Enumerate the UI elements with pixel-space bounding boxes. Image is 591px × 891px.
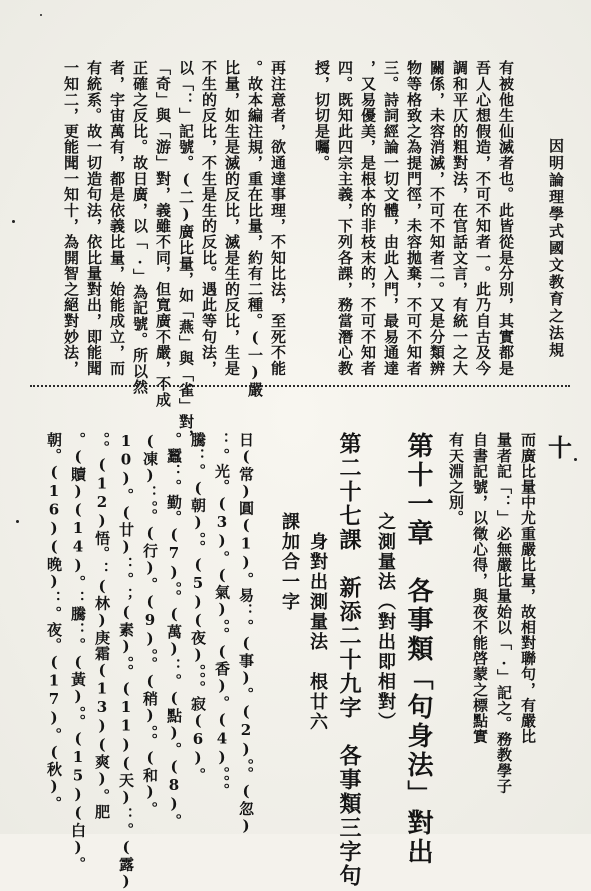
lesson-heading: 第二十七課 新添二十九字 各事類三字句: [336, 432, 362, 888]
text-column: 有天淵之別。: [447, 432, 465, 526]
scan-speck: [574, 458, 577, 461]
exercise-column: ：。光。(3)。(氣)。。(香)。(4)。。。: [213, 432, 231, 799]
text-column: 量者記「：」必無嚴比量始以「.」記之。務教學子: [495, 432, 513, 794]
scan-speck: [40, 14, 42, 16]
exercise-column: (凍)：。。(行)。(9)。。(稍)。。(和)。: [141, 432, 159, 817]
text-column: 以「：」記號。(二)廣比量，如「燕」與「雀」對，: [177, 60, 195, 446]
exercise-column: 日(常)圓(1)。易：。(事)。(2)。。(忽): [237, 432, 255, 835]
page-number: 十: [548, 433, 572, 462]
text-column: 而廣比量中尤重嚴比量，故相對聯句，有嚴比: [519, 432, 537, 744]
chapter-heading: 第十一章 各事類「句身法」對出: [403, 432, 433, 867]
text-column: 調和平仄的粗對法，在官話文言，有統一之大: [451, 60, 469, 376]
text-column: 不生的反比，不生是生的反比。遇此等句法，: [200, 60, 218, 376]
lesson-subheading: 課加合一字: [279, 432, 300, 612]
text-column: 一知二，更能聞一知十，為開智之絕對妙法，: [62, 60, 80, 376]
text-column: 授，切切是囑。: [313, 60, 331, 171]
text-column: 關係，未容消滅，不可不知者二。又是分類辨: [428, 60, 446, 376]
text-column: 四。既知此四宗主義，下列各課，務當潛心教: [336, 60, 354, 376]
exercise-column: 朝。(16)(晚)：。夜。(17)。(秋)。: [45, 432, 63, 812]
text-column: 者，宇宙萬有，都是依義比量，始能成立，而: [108, 60, 126, 376]
scan-speck: [12, 220, 15, 223]
text-column: 吾人心想假造，不可不知者一。此乃自古及今: [474, 60, 492, 376]
chapter-subheading: 之測量法（對出即相對）: [375, 432, 396, 732]
text-column: 正確之反比。故日廣，以「.」為記號。所以然: [131, 60, 149, 395]
text-column: 有被他生仙滅者也。此皆從是分別，其實都是: [497, 60, 515, 376]
text-column: 物等格致之為提門徑，未容拋棄，不可不知者: [405, 60, 423, 376]
exercise-column: 。蠶：。勤。(7)。。(萬)：。(點)。(8)。: [165, 432, 183, 829]
text-column: 比量，如生是滅的反比，滅是生的反比，生是: [223, 60, 241, 376]
exercise-column: 10)。(廿)：。；(素)。。(11)(天)：。(露): [117, 432, 135, 891]
scan-speck: [16, 520, 19, 523]
text-column: 自書記號，以徵心得，與夜不能啓蒙之標點實: [471, 432, 489, 744]
exercise-column: 騰：。(朝)。。(5)(夜)。。。寂(6)。: [189, 432, 207, 783]
text-column: 三。詩詞經論一切文體，由此入門，最易通達: [382, 60, 400, 376]
running-title: 因明論理學式國文教育之法規: [547, 138, 565, 359]
text-column: 有統系。故一切造句法，依比量對出，即能聞: [85, 60, 103, 376]
text-column: 再注意者，欲通達事理，不知比法，至死不能: [269, 60, 287, 376]
exercise-column: 。。(12)悟。：(林)庚霜(13)(爽)。肥: [93, 432, 111, 820]
text-column: 「奇」與「游」對，義雖不同，但寬廣不嚴，不成: [154, 60, 172, 408]
lesson-subheading: 身對出測量法 根廿六: [307, 432, 328, 732]
exercise-column: 。(贖)(14)。：騰：。(黃)。。(15)(白)。: [69, 432, 87, 873]
text-column: ，又易優美，是根本的非枝末的，不可不知者: [359, 60, 377, 376]
section-divider: [30, 385, 570, 387]
text-column: 。故本編注規，重在比量，約有二種。(一)嚴: [246, 60, 264, 398]
